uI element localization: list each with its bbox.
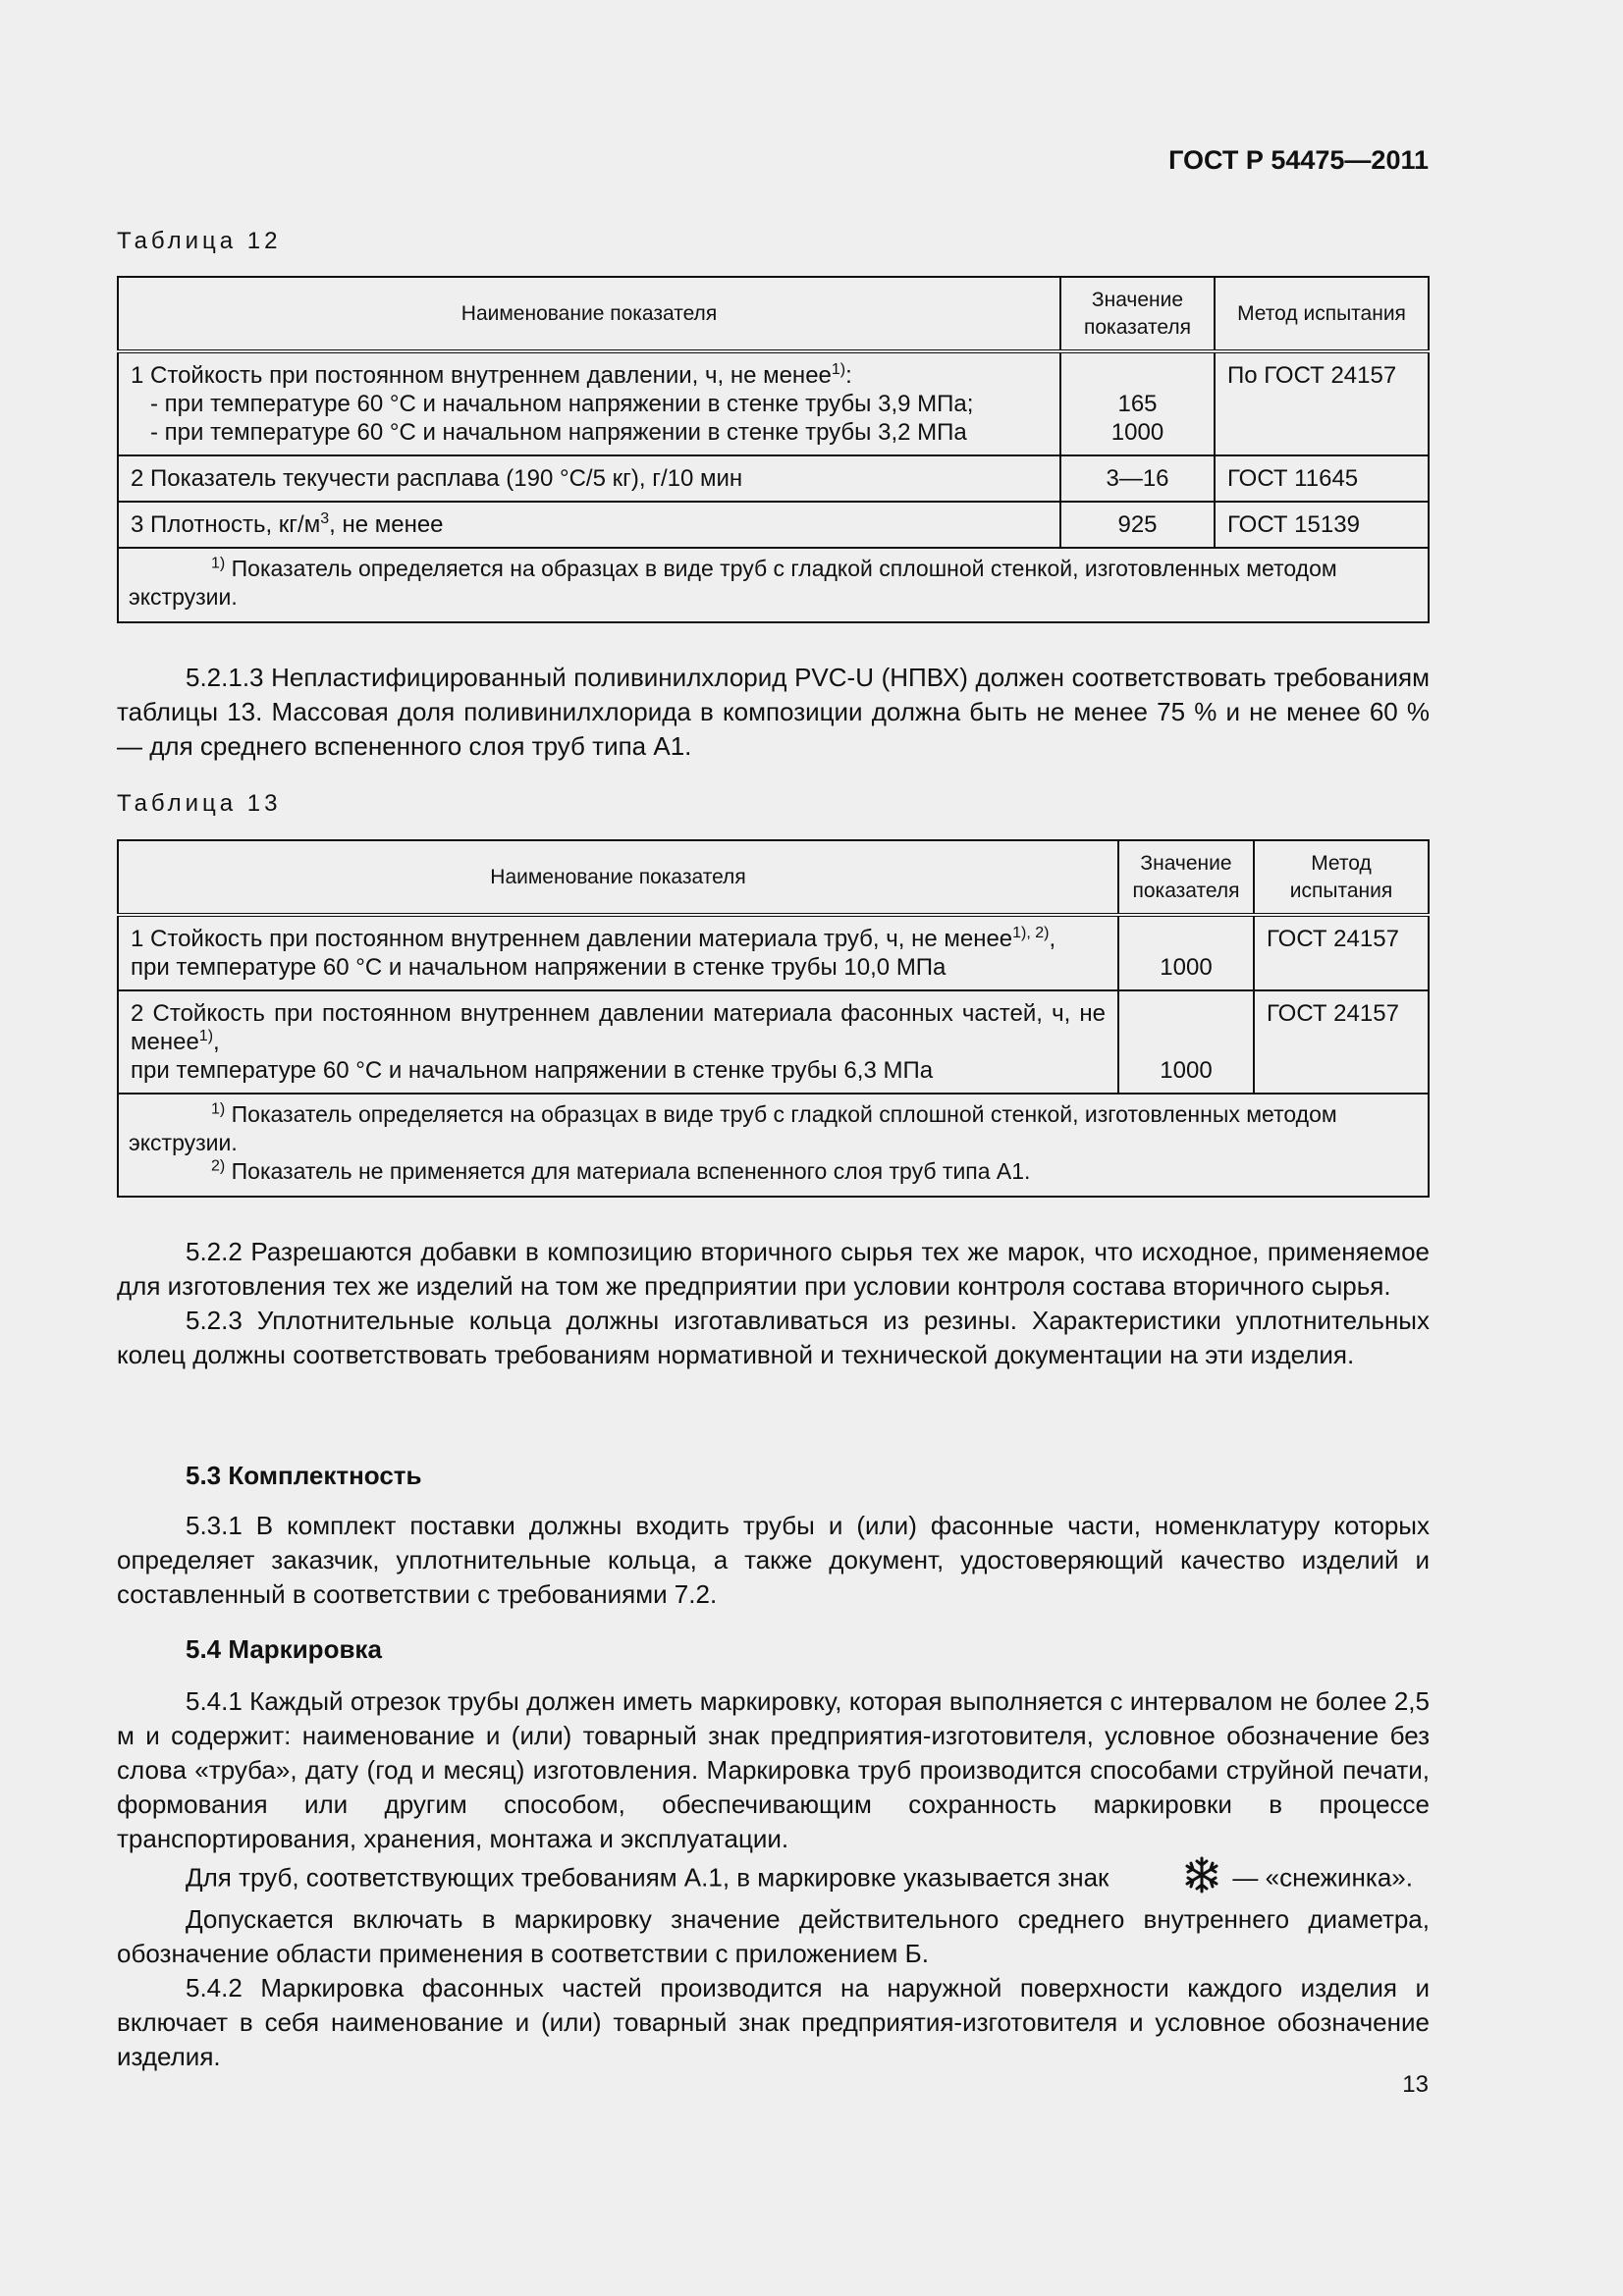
table-13-title: Таблица 13: [117, 790, 282, 817]
paragraph-5-2-3: 5.2.3 Уплотнительные кольца должны изготавливаться из резины. Характеристики уплотнительных колец должны соответствовать требованиям нормативной и технической документации на эти изделия.: [117, 1306, 1430, 1369]
paragraph-snowflake: [117, 1856, 1430, 1902]
row-label: 1 Стойкость при постоянном внутреннем давлении, ч, не менее: [131, 362, 832, 389]
table-row: [118, 990, 1429, 1094]
table-note-row: [118, 1094, 1429, 1197]
footnote-ref: 1): [831, 361, 846, 378]
snowflake-icon: [1114, 1856, 1220, 1902]
row-sub-item: при температуре 60 °С и начальном напряжении в стенке трубы 6,3 МПа: [131, 1057, 934, 1084]
paragraph-5-3-1: 5.3.1 В комплект поставки должны входить трубы и (или) фасонные части, номенклатуру которых определяет заказчик, уплотнительные кольца, а также документ, удостоверяющий качество изделий и составленный в соответствии с требованиями 7.2.: [117, 1511, 1430, 1609]
paragraph-diameter: Допускается включать в маркировку значение действительного среднего внутреннего диаметра, обозначение области применения в соответствии с приложением Б.: [117, 1904, 1430, 1968]
row-value: 1000: [1118, 915, 1254, 990]
row-label-tail: :: [845, 362, 852, 389]
table-13-col-method: Метод испытания: [1254, 840, 1429, 915]
row-sub-item: при температуре 60 °С и начальном напряжении в стенке трубы 10,0 МПа: [131, 954, 947, 981]
table-note-row: [118, 548, 1429, 622]
section-heading-5-3: 5.3 Комплектность: [186, 1461, 422, 1490]
row-method: ГОСТ 24157: [1254, 990, 1429, 1094]
paragraph-5-2-1-3: [117, 661, 1430, 764]
table-row: [118, 455, 1429, 502]
paragraph-5-4-2: 5.4.2 Маркировка фасонных частей производится на наружной поверхности каждого изделия и включает в себя наименование и (или) товарный знак предприятия-изготовителя и условное обозначение изделия.: [117, 1973, 1430, 2071]
row-value: 1000: [1118, 990, 1254, 1094]
footnote-ref: 1): [198, 1028, 214, 1044]
row-label: 2 Показатель текучести расплава (190 °С/5 кг), г/10 мин: [118, 455, 1060, 502]
footnote-text: Показатель не применяется для материала вспененного слоя труб типа А1.: [225, 1158, 1031, 1184]
paragraph-5-4-block: [117, 1684, 1430, 2074]
footnote-mark: 1): [211, 555, 226, 572]
row-label: 1 Стойкость при постоянном внутреннем давлении материала труб, ч, не менее: [131, 926, 1013, 952]
row-value: 165: [1117, 391, 1158, 417]
row-label: 3 Плотность, кг/м: [131, 511, 321, 538]
paragraph-5-2-2: 5.2.2 Разрешаются добавки в композицию вторичного сырья тех же марок, что исходное, применяемое для изготовления тех же изделий на том же предприятии при условии контроля состава вторичного сырья.: [117, 1237, 1430, 1301]
table-12-col-value: Значение показателя: [1060, 277, 1215, 351]
row-method: ГОСТ 24157: [1254, 915, 1429, 990]
table-13: [117, 839, 1430, 1198]
row-sub-item: - при температуре 60 °С и начальном напряжении в стенке трубы 3,2 МПа: [150, 419, 967, 446]
footnote-text: Показатель определяется на образцах в виде труб с гладкой сплошной стенкой, изготовленных методом экструзии.: [129, 1101, 1337, 1155]
row-value: 925: [1060, 502, 1215, 548]
table-12-col-name: Наименование показателя: [118, 277, 1060, 351]
paragraph-5-4-1: 5.4.1 Каждый отрезок трубы должен иметь маркировку, которая выполняется с интервалом не более 2,5 м и содержит: наименование и (или) товарный знак предприятия-изготовителя, условное обозначение без слова «труба», дату (год и месяц) изготовления. Маркировка труб производится способами струйной печати, формования или другим способом, обеспечивающим сохранность маркировки в процессе транспортирования, хранения, монтажа и эксплуатации.: [117, 1686, 1430, 1853]
section-heading-5-4: 5.4 Маркировка: [186, 1634, 382, 1664]
footnote-mark: 1): [211, 1100, 226, 1118]
table-12: [117, 276, 1430, 623]
table-13-col-value: Значение показателя: [1118, 840, 1254, 915]
table-row: [118, 351, 1429, 455]
row-label-tail: ,: [213, 1029, 220, 1055]
row-method: ГОСТ 15139: [1215, 502, 1429, 548]
snowflake-text-tail: — «снежинка».: [1232, 1862, 1413, 1893]
paragraph-5-3-1-block: [117, 1509, 1430, 1612]
table-row: [118, 502, 1429, 548]
row-label-tail: , не менее: [329, 511, 444, 538]
table-row: [118, 915, 1429, 990]
page-number: 13: [1402, 2071, 1429, 2098]
snowflake-text: Для труб, соответствующих требованиям А.1, в маркировке указывается знак: [186, 1862, 1109, 1893]
unit-superscript: 3: [320, 510, 330, 527]
row-value: 1000: [1110, 419, 1164, 446]
row-value: 3—16: [1060, 455, 1215, 502]
row-sub-item: - при температуре 60 °С и начальном напряжении в стенке трубы 3,9 МПа;: [150, 391, 974, 417]
row-label-tail: ,: [1049, 926, 1056, 952]
row-method: По ГОСТ 24157: [1215, 351, 1429, 455]
paragraph-5-2-2-block: [117, 1235, 1430, 1372]
table-12-title: Таблица 12: [117, 228, 282, 254]
row-label: 2 Стойкость при постоянном внутреннем давлении материала фасонных частей, ч, не менее: [131, 1000, 1106, 1055]
row-method: ГОСТ 11645: [1215, 455, 1429, 502]
footnote-text: Показатель определяется на образцах в виде труб с гладкой сплошной стенкой, изготовленных методом экструзии.: [129, 556, 1337, 610]
table-13-col-name: Наименование показателя: [118, 840, 1118, 915]
footnote-mark: 2): [211, 1157, 226, 1175]
footnote-ref: 1), 2): [1012, 925, 1050, 941]
table-12-col-method: Метод испытания: [1215, 277, 1429, 351]
paragraph-text: 5.2.1.3 Непластифицированный поливинилхлорид PVC-U (НПВХ) должен соответствовать требованиям таблицы 13. Массовая доля поливинилхлорида в композиции должна быть не менее 75 % и не менее 60 % — для среднего вспененного слоя труб типа А1.: [117, 663, 1430, 761]
document-header: ГОСТ Р 54475—2011: [1168, 145, 1429, 175]
